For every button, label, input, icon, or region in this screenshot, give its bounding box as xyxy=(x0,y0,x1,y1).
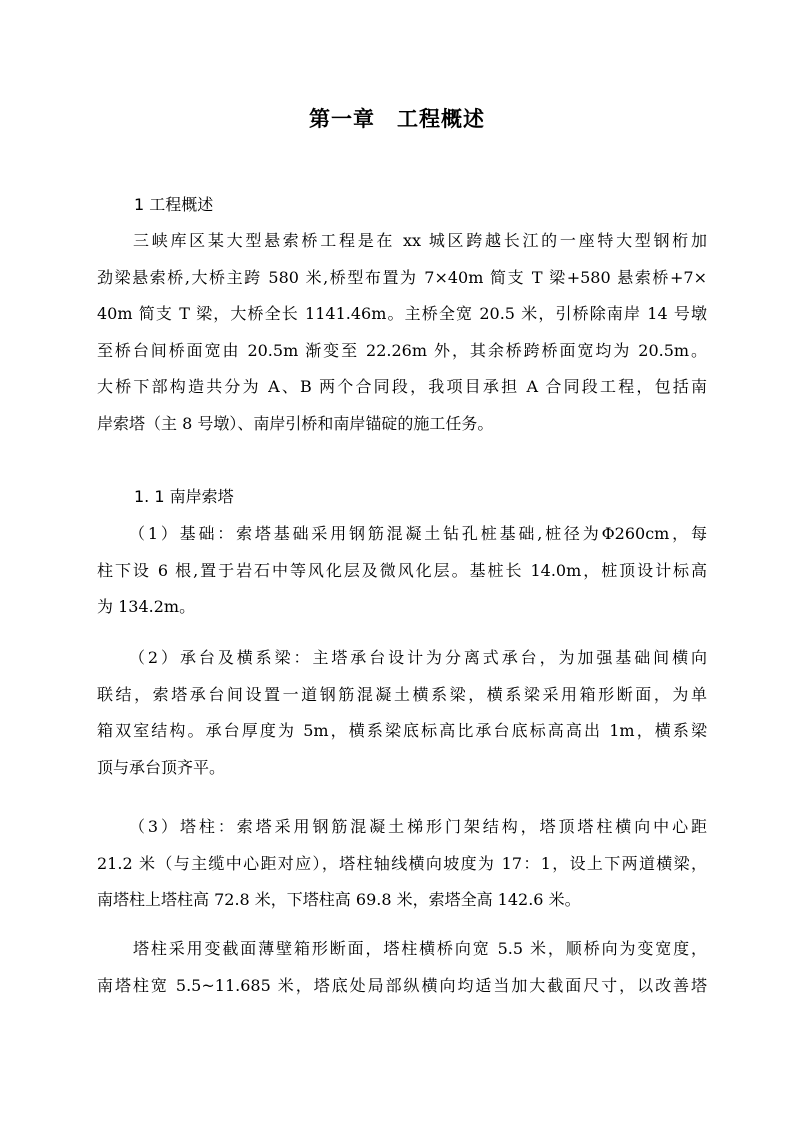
paragraph-line: 大桥下部构造共分为 A、B 两个合同段，我项目承担 A 合同段工程，包括南 xyxy=(97,377,707,397)
section-1-paragraph xyxy=(97,223,707,443)
paragraph-line: （2）承台及横系梁：主塔承台设计为分离式承台，为加强基础间横向 xyxy=(129,648,707,667)
paragraph-line: 南塔柱上塔柱高 72.8 米，下塔柱高 69.8 米，索塔全高 142.6 米。 xyxy=(97,890,581,910)
paragraph-line: 联结，索塔承台间设置一道钢筋混凝土横系梁，横系梁采用箱形断面，为单 xyxy=(97,684,707,704)
paragraph-line: 箱双室结构。承台厚度为 5m，横系梁底标高比承台底标高高出 1m，横系梁 xyxy=(97,721,707,741)
tower-column-paragraph xyxy=(97,809,707,919)
paragraph-line: 至桥台间桥面宽由 20.5m 渐变至 22.26m 外，其余桥跨桥面宽均为 20.5m。 xyxy=(97,340,707,360)
paragraph-line: 塔柱采用变截面薄壁箱形断面，塔柱横桥向宽 5.5 米，顺桥向为变宽度， xyxy=(133,939,707,958)
paragraph-line: 三峡库区某大型悬索桥工程是在 xx 城区跨越长江的一座特大型钢桁加 xyxy=(133,231,707,250)
paragraph-line: 劲梁悬索桥,大桥主跨 580 米,桥型布置为 7×40m 简支 T 梁+580 悬索桥+7× xyxy=(97,267,707,287)
paragraph-line: 岸索塔（主 8 号墩）、南岸引桥和南岸锚碇的施工任务。 xyxy=(97,413,494,433)
section-heading-1: 1 工程概述 xyxy=(134,195,214,214)
paragraph-line: 柱下设 6 根,置于岩石中等风化层及微风化层。基桩长 14.0m，桩顶设计标高 xyxy=(97,560,707,580)
tower-section-paragraph xyxy=(97,931,707,1004)
section-heading-1-1: 1. 1 南岸索塔 xyxy=(134,487,234,506)
foundation-paragraph xyxy=(97,516,707,626)
paragraph-line: （3）塔柱：索塔采用钢筋混凝土梯形门架结构，塔顶塔柱横向中心距 xyxy=(129,817,707,836)
paragraph-line: 为 134.2m。 xyxy=(97,597,196,617)
paragraph-line: 南塔柱宽 5.5~11.685 米，塔底处局部纵横向均适当加大截面尺寸，以改善塔 xyxy=(97,975,707,995)
paragraph-line: （1）基础：索塔基础采用钢筋混凝土钻孔桩基础,桩径为Φ260cm，每 xyxy=(129,524,707,543)
cap-beam-paragraph xyxy=(97,640,707,786)
paragraph-line: 21.2 米（与主缆中心距对应），塔柱轴线横向坡度为 17：1，设上下两道横梁， xyxy=(97,853,707,873)
paragraph-line: 顶与承台顶齐平。 xyxy=(97,757,226,777)
paragraph-line: 40m 简支 T 梁，大桥全长 1141.46m。主桥全宽 20.5 米，引桥除南岸 14 号墩 xyxy=(97,304,707,324)
chapter-title: 第一章 工程概述 xyxy=(309,107,485,131)
